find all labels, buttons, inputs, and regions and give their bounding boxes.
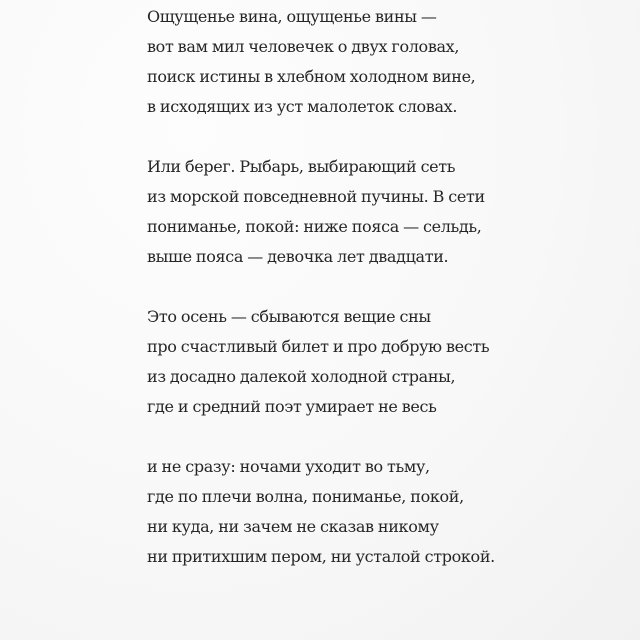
- poem-line: где и средний поэт умирает не весь: [147, 397, 437, 416]
- poem: [147, 2, 495, 602]
- poem-line: из досадно далекой холодной страны,: [147, 367, 456, 386]
- poem-line: где по плечи волна, пониманье, покой,: [147, 487, 464, 506]
- poem-line: вот вам мил человечек о двух головах,: [147, 37, 460, 56]
- poem-line: пониманье, покой: ниже пояса — сельдь,: [147, 217, 482, 236]
- poem-line: в исходящих из уст малолеток словах.: [147, 97, 458, 116]
- poem-line: про счастливый билет и про добрую весть: [147, 337, 490, 356]
- poem-line: Это осень — сбываются вещие сны: [147, 307, 431, 326]
- stanza-2: [147, 152, 495, 272]
- stanza-1: [147, 2, 495, 122]
- poem-line: из морской повседневной пучины. В сети: [147, 187, 485, 206]
- poem-line: ни притихшим пером, ни усталой строкой.: [147, 547, 495, 566]
- poem-line: ни куда, ни зачем не сказав никому: [147, 517, 439, 536]
- stanza-3: [147, 302, 495, 422]
- poem-line: Ощущенье вина, ощущенье вины —: [147, 7, 437, 26]
- poem-line: выше пояса — девочка лет двадцати.: [147, 247, 449, 266]
- poem-line: Или берег. Рыбарь, выбирающий сеть: [147, 157, 456, 176]
- poem-line: и не сразу: ночами уходит во тьму,: [147, 457, 430, 476]
- stanza-4: [147, 452, 495, 572]
- poem-line: поиск истины в хлебном холодном вине,: [147, 67, 476, 86]
